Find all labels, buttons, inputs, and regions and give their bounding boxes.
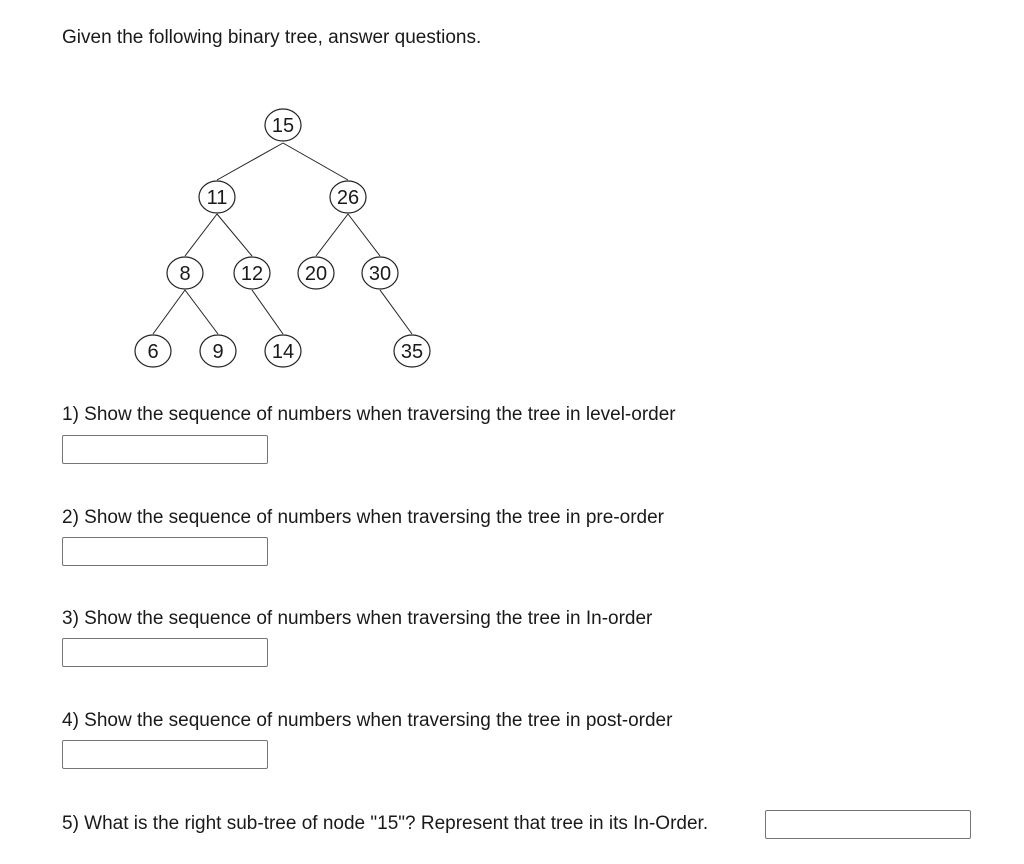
tree-node-8 xyxy=(167,257,203,289)
tree-edge xyxy=(348,214,380,256)
question-1-text: 1) Show the sequence of numbers when traversing the tree in level-order xyxy=(62,404,676,425)
tree-node-label: 35 xyxy=(400,341,424,363)
tree-node-35 xyxy=(394,335,430,367)
tree-edge xyxy=(283,143,348,180)
tree-node-26 xyxy=(330,181,366,213)
tree-edge xyxy=(185,290,218,334)
tree-node-30 xyxy=(362,257,398,289)
tree-node-label: 30 xyxy=(368,263,392,285)
tree-node-9 xyxy=(200,335,236,367)
tree-node-6 xyxy=(135,335,171,367)
tree-node-label: 14 xyxy=(271,341,295,363)
question-5-answer-input[interactable] xyxy=(765,810,971,839)
tree-node-12 xyxy=(234,257,270,289)
tree-edge xyxy=(185,214,217,256)
question-2-text: 2) Show the sequence of numbers when traversing the tree in pre-order xyxy=(62,507,664,528)
tree-edge xyxy=(252,290,283,334)
tree-node-label: 9 xyxy=(212,341,224,363)
tree-node-label: 15 xyxy=(271,115,295,137)
tree-node-label: 26 xyxy=(336,187,360,209)
tree-node-label: 20 xyxy=(304,263,328,285)
tree-node-20 xyxy=(298,257,334,289)
tree-edge xyxy=(217,214,252,256)
question-3-text: 3) Show the sequence of numbers when traversing the tree in In-order xyxy=(62,608,653,629)
tree-edge xyxy=(153,290,185,334)
question-4-text: 4) Show the sequence of numbers when traversing the tree in post-order xyxy=(62,710,673,731)
question-3-answer-input[interactable] xyxy=(62,638,268,667)
tree-node-label: 12 xyxy=(240,263,264,285)
tree-edge xyxy=(380,290,412,334)
instructions-text: Given the following binary tree, answer questions. xyxy=(62,27,482,48)
question-4-answer-input[interactable] xyxy=(62,740,268,769)
tree-node-15 xyxy=(265,109,301,141)
tree-node-14 xyxy=(265,335,301,367)
tree-node-label: 8 xyxy=(179,263,191,285)
tree-node-label: 11 xyxy=(206,187,228,209)
question-1-answer-input[interactable] xyxy=(62,435,268,464)
question-5-text: 5) What is the right sub-tree of node "15"? Represent that tree in its In-Order. xyxy=(62,813,709,834)
tree-node-label: 6 xyxy=(147,341,159,363)
tree-node-11 xyxy=(199,181,235,213)
question-2-answer-input[interactable] xyxy=(62,537,268,566)
binary-tree-diagram xyxy=(0,0,1024,400)
tree-edge xyxy=(217,143,283,180)
tree-edge xyxy=(316,214,348,256)
